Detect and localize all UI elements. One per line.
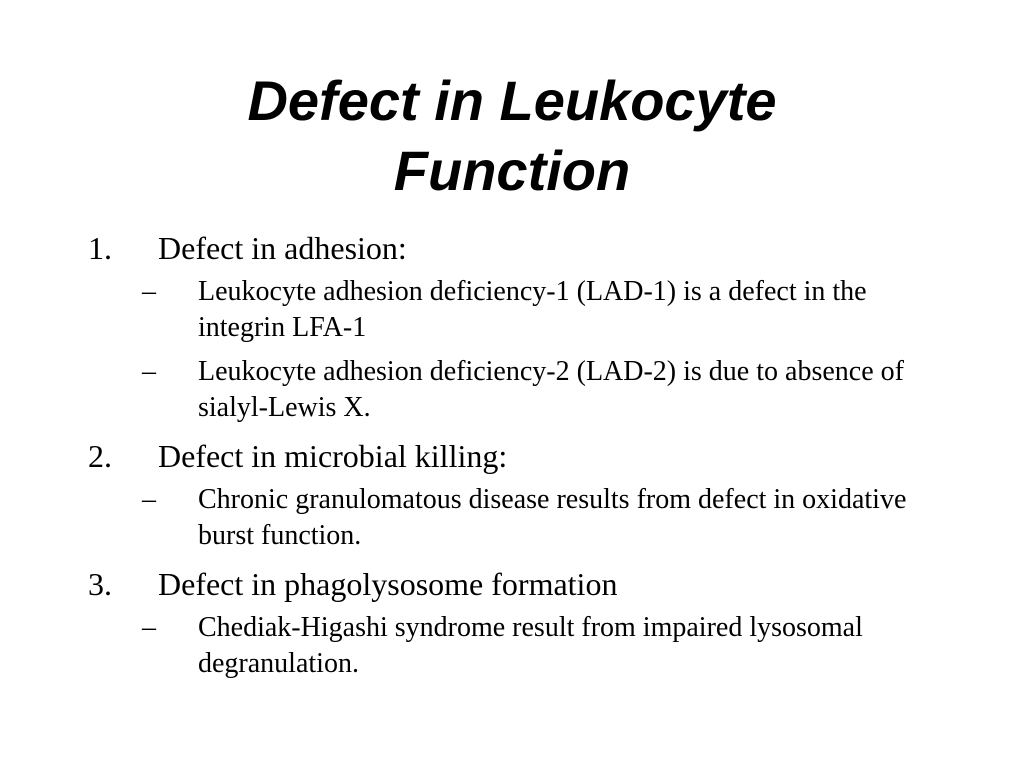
list-item-3 xyxy=(0,562,1024,606)
sub-item-text: Leukocyte adhesion deficiency-2 (LAD-2) is due to absence of sialyl-Lewis X. xyxy=(198,356,904,423)
dash-bullet: – xyxy=(142,356,156,387)
sub-item-text: Chronic granulomatous disease results from defect in oxidative burst function. xyxy=(198,484,907,551)
slide-title xyxy=(0,66,1024,206)
dash-bullet: – xyxy=(142,276,156,307)
dash-bullet: – xyxy=(142,484,156,515)
list-item-1 xyxy=(0,226,1024,270)
dash-bullet: – xyxy=(142,612,156,643)
title-line-2: Function xyxy=(393,139,631,202)
list-item-text: Defect in microbial killing: xyxy=(158,438,508,474)
list-item-2 xyxy=(0,434,1024,478)
list-item-text: Defect in adhesion: xyxy=(158,230,407,266)
list-number: 2. xyxy=(88,438,112,474)
sub-item-1-1 xyxy=(0,274,1024,346)
list-item-text: Defect in phagolysosome formation xyxy=(158,566,618,602)
sub-item-text: Chediak-Higashi syndrome result from impaired lysosomal degranulation. xyxy=(198,612,863,679)
list-number: 3. xyxy=(88,566,112,602)
sub-item-text: Leukocyte adhesion deficiency-1 (LAD-1) is a defect in the integrin LFA-1 xyxy=(198,276,867,343)
list-number: 1. xyxy=(88,230,112,266)
sub-item-1-2 xyxy=(0,354,1024,426)
slide-body xyxy=(0,226,1024,690)
sub-item-2-1 xyxy=(0,482,1024,554)
title-line-1: Defect in Leukocyte xyxy=(247,69,777,132)
sub-item-3-1 xyxy=(0,610,1024,682)
